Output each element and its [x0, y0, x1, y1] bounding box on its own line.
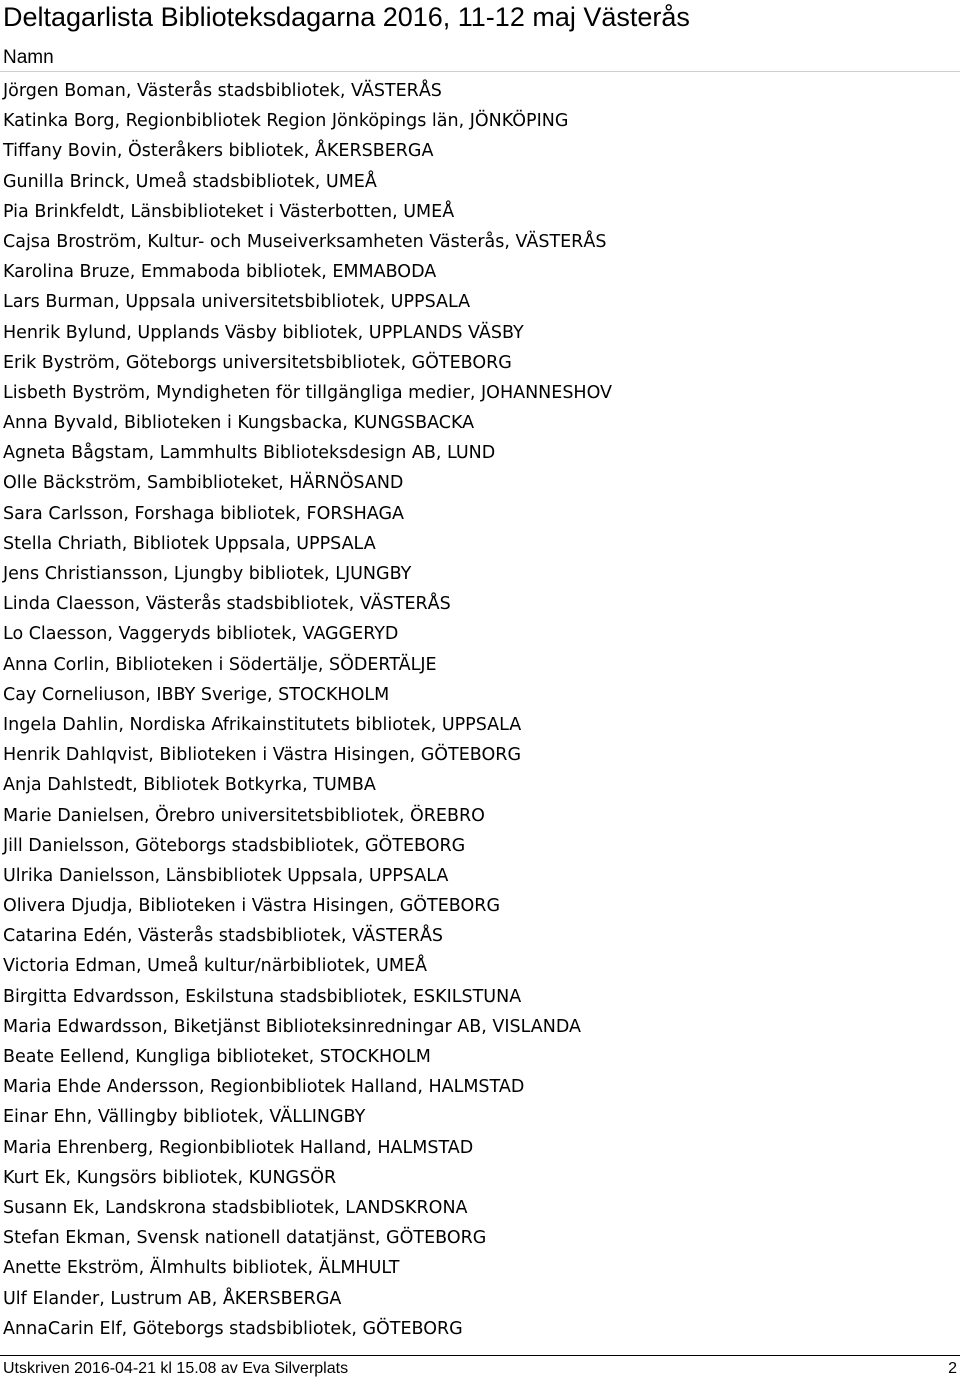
participant-row: Einar Ehn, Vällingby bibliotek, VÄLLINGBY	[3, 1107, 366, 1128]
participant-row: Erik Byström, Göteborgs universitetsbibliotek, GÖTEBORG	[3, 352, 512, 373]
participant-row: Lars Burman, Uppsala universitetsbibliotek, UPPSALA	[3, 292, 471, 313]
participant-row: Cajsa Broström, Kultur- och Museiverksamheten Västerås, VÄSTERÅS	[3, 231, 607, 252]
participant-row: Beate Eellend, Kungliga biblioteket, STOCKHOLM	[3, 1047, 431, 1067]
participant-row: Linda Claesson, Västerås stadsbibliotek, VÄSTERÅS	[3, 594, 451, 615]
participant-row: Maria Ehde Andersson, Regionbibliotek Halland, HALMSTAD	[3, 1077, 525, 1098]
participant-row: Karolina Bruze, Emmaboda bibliotek, EMMABODA	[3, 262, 437, 283]
participant-row: Sara Carlsson, Forshaga bibliotek, FORSHAGA	[3, 503, 405, 524]
participant-row: Susann Ek, Landskrona stadsbibliotek, LANDSKRONA	[3, 1197, 468, 1218]
participant-row: Pia Brinkfeldt, Länsbiblioteket i Västerbotten, UMEÅ	[3, 201, 455, 222]
participant-row: Anja Dahlstedt, Bibliotek Botkyrka, TUMBA	[3, 775, 376, 796]
participant-row: Henrik Bylund, Upplands Väsby bibliotek, UPPLANDS VÄSBY	[3, 322, 524, 343]
participant-row: Maria Edwardsson, Biketjänst Biblioteksinredningar AB, VISLANDA	[3, 1016, 582, 1037]
print-info: Utskriven 2016-04-21 kl 15.08 av Eva Silverplats	[3, 1360, 349, 1377]
participant-row: Stefan Ekman, Svensk nationell datatjänst, GÖTEBORG	[3, 1228, 487, 1249]
participant-row: AnnaCarin Elf, Göteborgs stadsbibliotek, GÖTEBORG	[3, 1318, 463, 1339]
participant-row: Jill Danielsson, Göteborgs stadsbibliotek, GÖTEBORG	[3, 835, 466, 856]
participant-row: Jörgen Boman, Västerås stadsbibliotek, VÄSTERÅS	[3, 81, 442, 101]
participant-row: Maria Ehrenberg, Regionbibliotek Halland, HALMSTAD	[3, 1137, 474, 1158]
participant-row: Birgitta Edvardsson, Eskilstuna stadsbibliotek, ESKILSTUNA	[3, 986, 522, 1007]
participant-row: Anette Ekström, Älmhults bibliotek, ÄLMHULT	[3, 1258, 400, 1279]
participant-row: Victoria Edman, Umeå kultur/närbibliotek, UMEÅ	[3, 956, 427, 977]
column-header-name: Namn	[3, 47, 54, 68]
participant-row: Cay Corneliuson, IBBY Sverige, STOCKHOLM	[3, 684, 390, 705]
participant-row: Anna Corlin, Biblioteken i Södertälje, SÖDERTÄLJE	[3, 654, 437, 675]
participant-row: Ingela Dahlin, Nordiska Afrikainstitutets bibliotek, UPPSALA	[3, 714, 522, 735]
page-footer	[3, 1358, 957, 1380]
participant-row: Jens Christiansson, Ljungby bibliotek, LJUNGBY	[3, 564, 412, 584]
participant-row: Ulf Elander, Lustrum AB, ÅKERSBERGA	[3, 1288, 342, 1309]
participant-row: Henrik Dahlqvist, Biblioteken i Västra Hisingen, GÖTEBORG	[3, 745, 522, 766]
participant-row: Marie Danielsen, Örebro universitetsbibliotek, ÖREBRO	[3, 805, 485, 826]
participant-row: Lo Claesson, Vaggeryds bibliotek, VAGGERYD	[3, 624, 399, 645]
participant-row: Tiffany Bovin, Österåkers bibliotek, ÅKERSBERGA	[3, 141, 434, 162]
participant-row: Olle Bäckström, Sambiblioteket, HÄRNÖSAND	[3, 473, 404, 494]
participant-row: Lisbeth Byström, Myndigheten för tillgängliga medier, JOHANNESHOV	[3, 382, 613, 403]
participant-row: Kurt Ek, Kungsörs bibliotek, KUNGSÖR	[3, 1167, 337, 1188]
page-title: Deltagarlista Biblioteksdagarna 2016, 11-12 maj Västerås	[3, 2, 690, 32]
header-divider	[0, 71, 960, 72]
participant-row: Agneta Bågstam, Lammhults Biblioteksdesign AB, LUND	[3, 443, 496, 464]
footer-divider	[0, 1355, 960, 1356]
participant-row: Stella Chriath, Bibliotek Uppsala, UPPSALA	[3, 533, 376, 554]
participant-row: Ulrika Danielsson, Länsbibliotek Uppsala, UPPSALA	[3, 865, 449, 886]
participant-row: Olivera Djudja, Biblioteken i Västra Hisingen, GÖTEBORG	[3, 896, 500, 917]
participant-row: Anna Byvald, Biblioteken i Kungsbacka, KUNGSBACKA	[3, 413, 475, 434]
participant-row: Gunilla Brinck, Umeå stadsbibliotek, UMEÅ	[3, 171, 377, 192]
participant-row: Catarina Edén, Västerås stadsbibliotek, VÄSTERÅS	[3, 926, 444, 947]
participant-row: Katinka Borg, Regionbibliotek Region Jönköpings län, JÖNKÖPING	[3, 111, 569, 132]
participant-list	[3, 76, 612, 1344]
page-number: 2	[948, 1360, 957, 1377]
